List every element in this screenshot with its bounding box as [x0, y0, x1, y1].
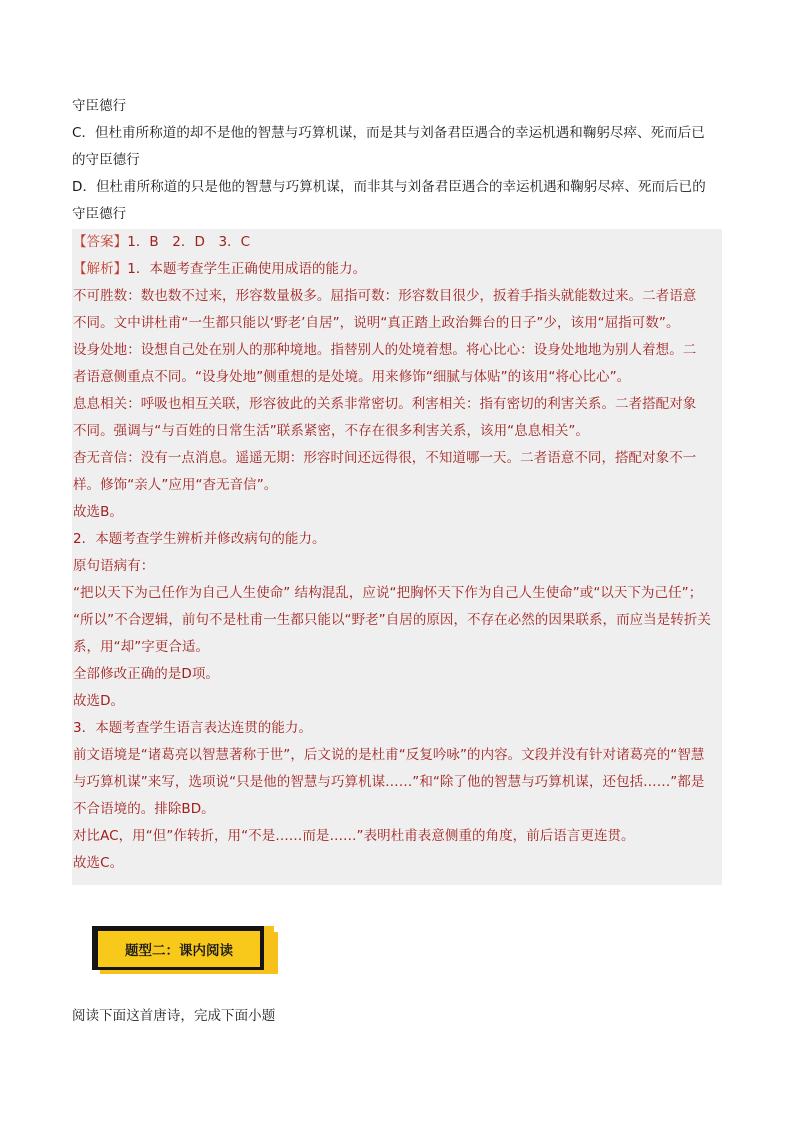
analysis-paragraph: 故选C。 [73, 855, 124, 871]
analysis-paragraph: 系，用“却”字更合适。 [73, 639, 210, 655]
analysis-paragraph: 前文语境是“诸葛亮以智慧著称于世”，后文说的是杜甫“反复吟咏”的内容。文段并没有针对诸葛亮的“智慧 [73, 747, 705, 763]
analysis-paragraph: 故选D。 [73, 693, 125, 709]
analysis-paragraph: 与巧算机谋”来写，选项说“只是他的智慧与巧算机谋……”和“除了他的智慧与巧算机谋，还包括……”都是 [73, 774, 705, 790]
analysis-label: 【解析】 [73, 261, 128, 277]
analysis-paragraph: 故选B。 [73, 504, 123, 520]
section-badge [92, 926, 278, 976]
analysis-text: 1．本题考查学生正确使用成语的能力。 [127, 261, 367, 277]
analysis-paragraph: 不合语境的。排除BD。 [73, 801, 215, 817]
analysis-paragraph: 全部修改正确的是D项。 [73, 666, 219, 682]
reading-instruction: 阅读下面这首唐诗，完成下面小题 [72, 1008, 276, 1024]
analysis-paragraph: 杳无音信：没有一点消息。遥遥无期：形容时间还远得很，不知道哪一天。二者语意不同，搭配对象不一 [73, 450, 697, 466]
analysis-paragraph: 对比AC，用“但”作转折，用“不是……而是……”表明杜甫表意侧重的角度，前后语言更连贯。 [73, 828, 635, 844]
option-line: 守臣德行 [72, 206, 127, 222]
answer-analysis-box [72, 229, 722, 885]
answer-text: 1．B 2．D 3．C [127, 234, 251, 250]
analysis-paragraph: 原句语病有： [73, 558, 155, 574]
analysis-paragraph: 3．本题考查学生语言表达连贯的能力。 [73, 720, 312, 736]
option-block [72, 93, 722, 228]
option-d: D．但杜甫所称道的只是他的智慧与巧算机谋，而非其与刘备君臣遇合的幸运机遇和鞠躬尽瘁、死而后已的 [72, 179, 706, 195]
option-line: 守臣德行 [72, 98, 127, 114]
analysis-paragraph: “把以天下为己任作为自己人生使命” 结构混乱，应说“把胸怀天下作为自己人生使命”或“以天下为己任”； [73, 585, 703, 601]
option-line: 的守臣德行 [72, 152, 140, 168]
analysis-paragraph: 不同。文中讲杜甫“一生都只能以‘野老’自居”，说明“真正踏上政治舞台的日子”少，该用“屈指可数”。 [73, 315, 680, 331]
analysis-paragraph: 不可胜数：数也数不过来，形容数量极多。屈指可数：形容数目很少，扳着手指头就能数过来。二者语意 [73, 288, 697, 304]
analysis-paragraph: 息息相关：呼吸也相互关联，形容彼此的关系非常密切。利害相关：指有密切的利害关系。二者搭配对象 [73, 396, 697, 412]
answer-line [73, 229, 722, 256]
analysis-paragraph: “所以”不合逻辑，前句不是杜甫一生都只能以“野老”自居的原因，不存在必然的因果联系，而应当是转折关 [73, 612, 711, 628]
analysis-paragraph: 不同。强调与“与百姓的日常生活”联系紧密，不存在很多利害关系，该用“息息相关”。 [73, 423, 589, 439]
analysis-line [73, 256, 722, 283]
analysis-paragraph: 样。修饰“亲人”应用“杳无音信”。 [73, 477, 278, 493]
analysis-paragraph: 2．本题考查学生辨析并修改病句的能力。 [73, 531, 326, 547]
analysis-paragraph: 设身处地：设想自己处在别人的那种境地。指替别人的处境着想。将心比心：设身处地地为别人着想。二 [73, 342, 697, 358]
option-c: C．但杜甫所称道的却不是他的智慧与巧算机谋，而是其与刘备君臣遇合的幸运机遇和鞠躬尽瘁、死而后已 [72, 125, 705, 141]
answer-label: 【答案】 [73, 234, 128, 250]
badge-notch [264, 926, 274, 970]
section-badge-label: 题型二：课内阅读 [98, 931, 260, 967]
analysis-paragraph: 者语意侧重点不同。“设身处地”侧重想的是处境。用来修饰“细腻与体贴”的该用“将心比心”。 [73, 369, 631, 385]
